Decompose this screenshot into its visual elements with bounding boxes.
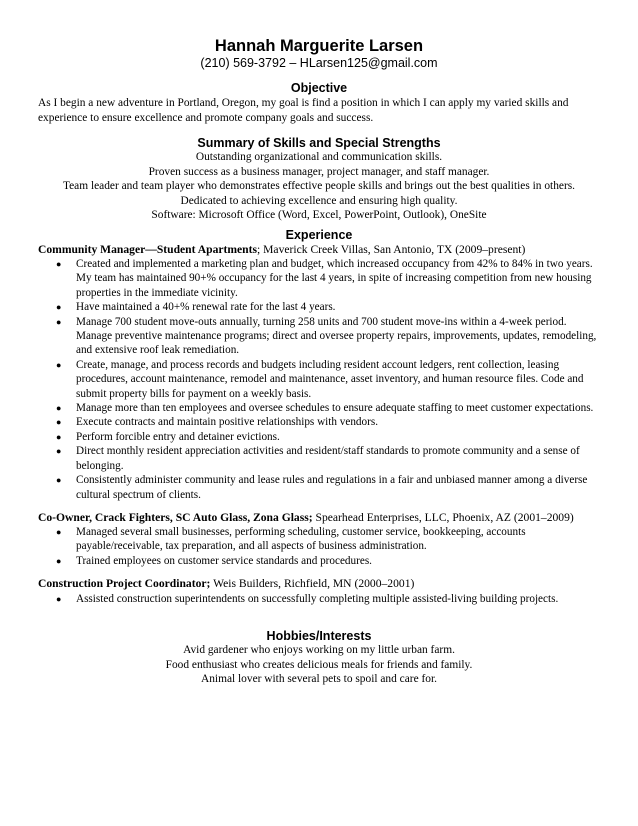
list-item: ● Perform forcible entry and detainer evictions.: [56, 430, 280, 443]
skill-line: Dedicated to achieving excellence and ensuring high quality.: [180, 194, 458, 207]
job-title-line: [38, 511, 618, 526]
bullet-icon: ●: [56, 417, 62, 428]
objective-text: As I begin a new adventure in Portland, Oregon, my goal is find a position in which I can apply my varied skills and experience to ensure excellence and promote company goals and success.: [38, 97, 569, 124]
hobby-line: Avid gardener who enjoys working on my little urban farm.: [183, 644, 455, 656]
job-title: Co-Owner, Crack Fighters, SC Auto Glass, Zona Glass;: [38, 511, 313, 524]
job-details: Weis Builders, Richfield, MN (2000–2001): [210, 577, 415, 590]
experience-heading: Experience: [285, 228, 353, 242]
contact-line: (210) 569-3792 – HLarsen125@gmail.com: [200, 56, 438, 70]
job-bullet-list: [38, 257, 598, 502]
bullet-icon: ●: [56, 527, 62, 537]
bullet-icon: ●: [56, 259, 62, 269]
bullet-icon: ●: [56, 302, 62, 313]
skills-list: [0, 150, 638, 223]
list-item: ● Execute contracts and maintain positive relationships with vendors.: [56, 416, 378, 429]
hobby-line: Animal lover with several pets to spoil and care for.: [201, 673, 437, 685]
skill-line: Software: Microsoft Office (Word, Excel, PowerPoint, Outlook), OneSite: [151, 209, 487, 221]
hobby-line: Food enthusiast who creates delicious meals for friends and family.: [165, 658, 473, 671]
list-item: ● Trained employees on customer service standards and procedures.: [56, 554, 372, 567]
skills-heading: Summary of Skills and Special Strengths: [197, 136, 441, 150]
list-item: ● Consistently administer community and lease rules and regulations in a fair and unbiased manner among a diverse cultural spectrum of clients.: [56, 474, 588, 501]
bullet-icon: ●: [56, 475, 62, 486]
list-item: ● Managed several small businesses, performing scheduling, customer service, bookkeeping, accounts payable/receivable, tax preparation, and all aspects of business administration.: [56, 526, 526, 553]
bullet-icon: ●: [56, 555, 62, 566]
job-details: Spearhead Enterprises, LLC, Phoenix, AZ (2001–2009): [312, 511, 574, 524]
candidate-name: Hannah Marguerite Larsen: [214, 37, 424, 55]
job-title: Construction Project Coordinator;: [38, 577, 211, 590]
job-details: ; Maverick Creek Villas, San Antonio, TX (2009–present): [257, 243, 526, 256]
bullet-icon: ●: [56, 359, 62, 370]
list-item: ● Manage 700 student move-outs annually, turning 258 units and 700 student move-ins within a 4-week period. Manage preventive maintenance programs; direct and oversee property repairs, improvements, updates, remodeling, and extensive roof leak remediation.: [56, 315, 597, 357]
hobbies-list: [0, 643, 638, 687]
bullet-icon: ●: [56, 431, 62, 442]
list-item: ● Create, manage, and process records and budgets including resident account ledgers, rent collection, leasing procedures, account maintenance, remodel and maintenance, asset inventory, and human resource files. Code and submit property bills for payment on a weekly basis.: [56, 358, 584, 400]
job-title-line: [38, 577, 618, 592]
bullet-icon: ●: [56, 594, 62, 604]
job-bullet-list: [38, 592, 598, 606]
objective-heading: Objective: [290, 81, 348, 95]
job-title: Community Manager—Student Apartments: [38, 243, 257, 256]
hobbies-heading: Hobbies/Interests: [266, 629, 372, 643]
list-item: ● Manage more than ten employees and oversee schedules to ensure adequate staffing to meet customer expectations.: [56, 402, 594, 415]
bullet-icon: ●: [56, 316, 62, 327]
bullet-icon: ●: [56, 446, 62, 457]
job-title-line: [38, 243, 618, 258]
list-item: ● Have maintained a 40+% renewal rate for the last 4 years.: [56, 301, 336, 314]
list-item: ● Direct monthly resident appreciation activities and resident/staff standards to promote community and a sense of belonging.: [56, 445, 580, 472]
bullet-icon: ●: [56, 403, 62, 414]
list-item: ● Created and implemented a marketing plan and budget, which increased occupancy from 42% to 84% in two years. My team has maintained 90+% occupancy for the last 4 years, in spite of increasing competition from new housing properties in the immediate vicinity.: [56, 258, 593, 299]
skill-line: Team leader and team player who demonstrates effective people skills and brings out the best qualities in others.: [62, 180, 576, 192]
job-bullet-list: [38, 525, 598, 568]
list-item: ● Assisted construction superintendents on successfully completing multiple assisted-living building projects.: [56, 593, 559, 605]
skill-line: Proven success as a business manager, project manager, and staff manager.: [148, 165, 490, 178]
skill-line: Outstanding organizational and communication skills.: [195, 151, 443, 163]
